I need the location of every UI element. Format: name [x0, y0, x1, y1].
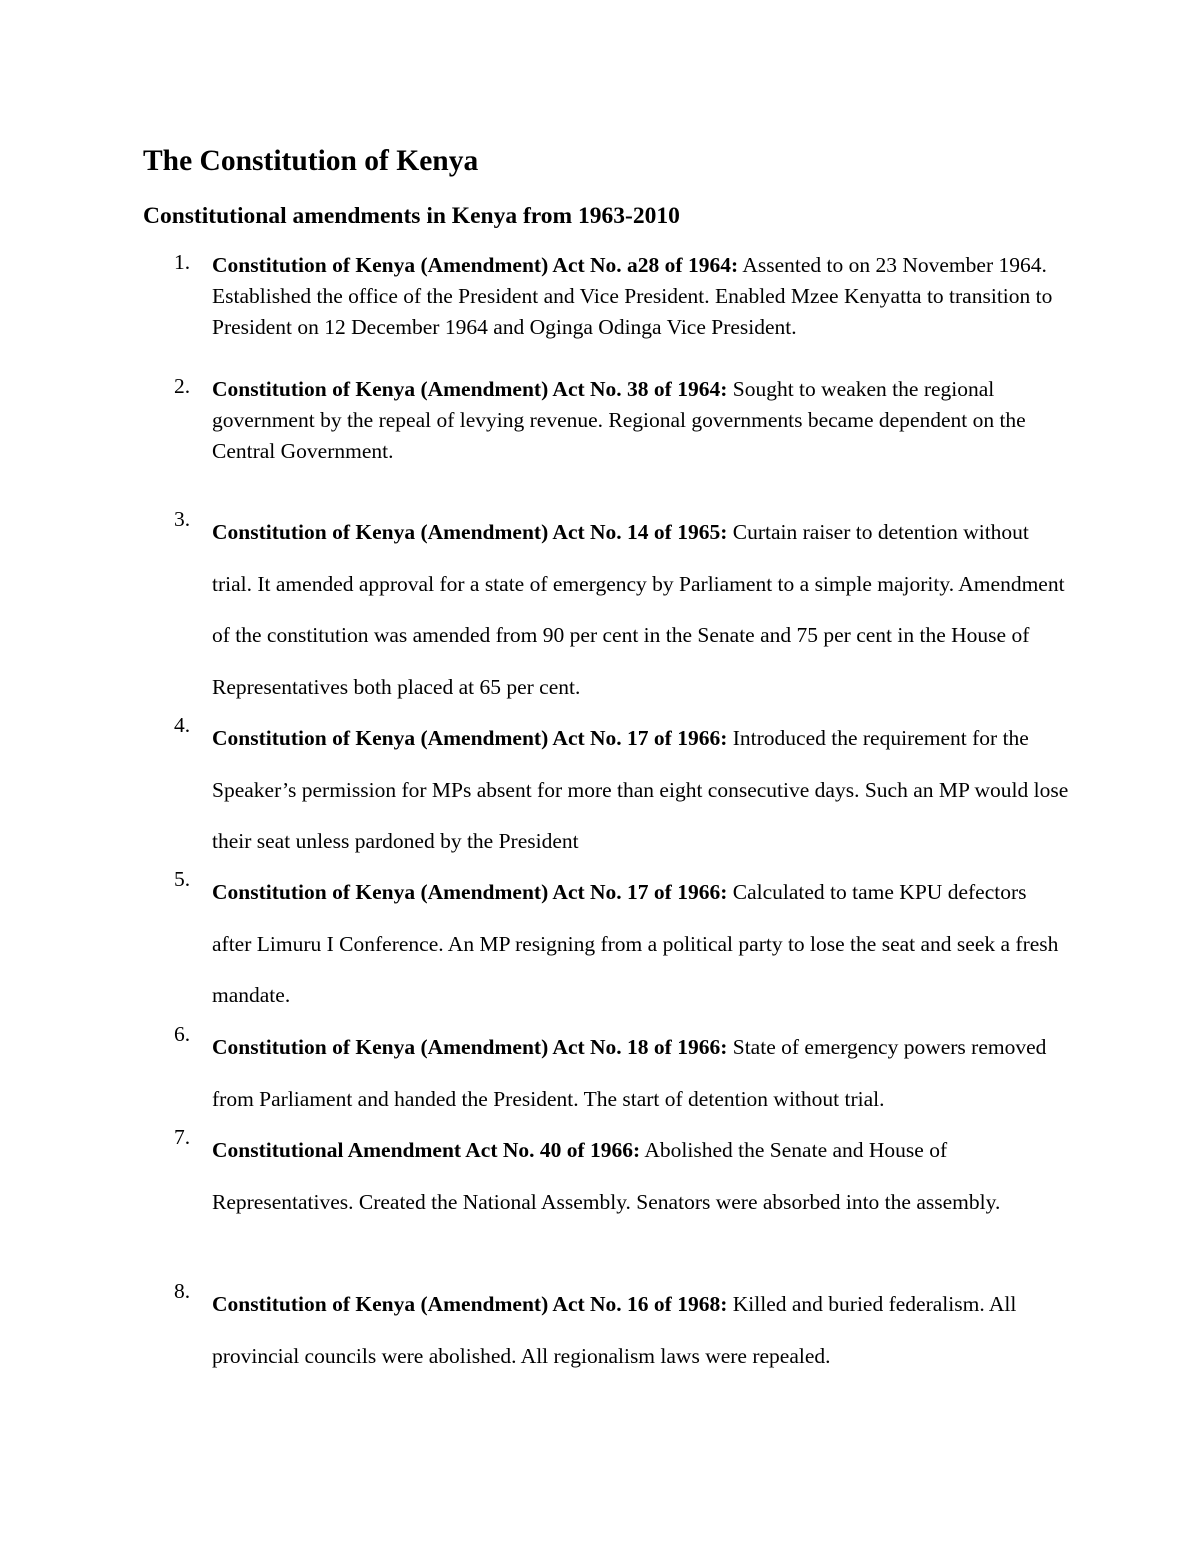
list-item-text	[212, 250, 1070, 343]
list-item-text	[212, 507, 1070, 713]
document-title: The Constitution of Kenya	[143, 145, 479, 177]
act-description: Abolished the Senate and House of Representatives. Created the National Assembly. Senators were absorbed into the assembly.	[212, 1138, 1001, 1214]
act-title: Constitution of Kenya (Amendment) Act No. 16 of 1968:	[212, 1292, 728, 1316]
act-description: Sought to weaken the regional government by the repeal of levying revenue. Regional governments became dependent on the Central Government.	[212, 377, 1026, 463]
list-item-number: 1.	[174, 250, 191, 274]
act-title: Constitution of Kenya (Amendment) Act No. 17 of 1966:	[212, 880, 728, 904]
list-item-number: 2.	[174, 374, 191, 398]
act-title: Constitution of Kenya (Amendment) Act No. 14 of 1965:	[212, 520, 728, 544]
document-subtitle: Constitutional amendments in Kenya from 1963-2010	[143, 203, 680, 229]
list-item-text	[212, 1279, 1070, 1382]
act-description: Assented to on 23 November 1964. Established the office of the President and Vice President. Enabled Mzee Kenyatta to transition to President on 12 December 1964 and Oginga Odinga Vice President.	[212, 253, 1053, 339]
act-title: Constitution of Kenya (Amendment) Act No. 38 of 1964:	[212, 377, 728, 401]
act-title: Constitutional Amendment Act No. 40 of 1966:	[212, 1138, 641, 1162]
list-item-text	[212, 1125, 1070, 1228]
list-item-number: 7.	[174, 1125, 191, 1149]
act-description: Killed and buried federalism. All provincial councils were abolished. All regionalism laws were repealed.	[212, 1292, 1017, 1368]
act-description: Curtain raiser to detention without trial. It amended approval for a state of emergency by Parliament to a simple majority. Amendment of the constitution was amended from 90 per cent in the Senate and 75 per cent in the House of Representatives both placed at 65 per cent.	[212, 520, 1065, 699]
list-item-number: 3.	[174, 507, 191, 531]
list-item-number: 6.	[174, 1022, 191, 1046]
list-item-number: 4.	[174, 713, 191, 737]
act-description: Introduced the requirement for the Speaker’s permission for MPs absent for more than eight consecutive days. Such an MP would lose their seat unless pardoned by the President	[212, 726, 1069, 853]
list-item-number: 8.	[174, 1279, 191, 1303]
act-title: Constitution of Kenya (Amendment) Act No. 18 of 1966:	[212, 1035, 728, 1059]
list-item-text	[212, 1022, 1070, 1125]
list-item-text	[212, 867, 1070, 1022]
act-description: State of emergency powers removed from Parliament and handed the President. The start of detention without trial.	[212, 1035, 1047, 1111]
act-title: Constitution of Kenya (Amendment) Act No. 17 of 1966:	[212, 726, 728, 750]
list-item-text	[212, 374, 1070, 467]
list-item-text	[212, 713, 1070, 868]
act-title: Constitution of Kenya (Amendment) Act No. a28 of 1964:	[212, 253, 739, 277]
act-description: Calculated to tame KPU defectors after Limuru I Conference. An MP resigning from a political party to lose the seat and seek a fresh mandate.	[212, 880, 1059, 1007]
list-item-number: 5.	[174, 867, 191, 891]
